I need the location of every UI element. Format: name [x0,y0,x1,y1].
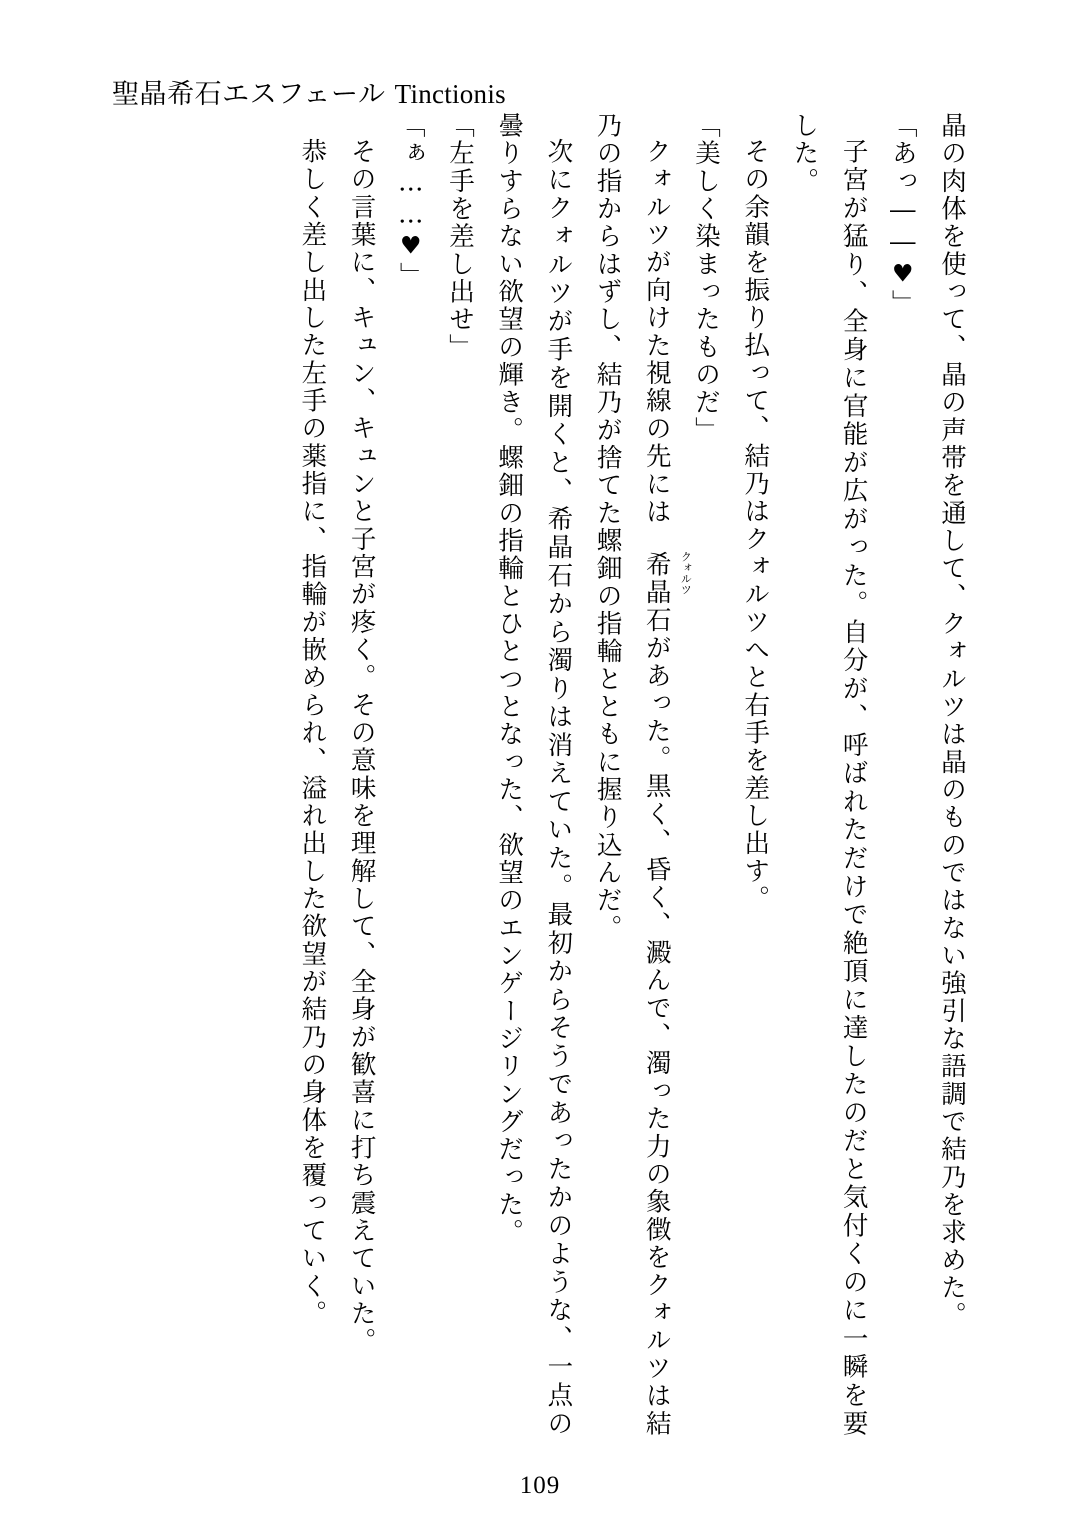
paragraph: 「あっ――♥」 [887,112,918,318]
body-text [146,112,976,1437]
paragraph: 「左手を差し出せ」 [444,112,475,362]
page-number: 109 [519,1472,561,1499]
paragraph: 子宮が猛り、全身に官能が広がった。自分が、呼ばれただけで絶頂に達したのだと気付くのに一瞬を要した。 [789,112,869,1437]
header-title-jp: 聖晶希石エスフェール [112,79,386,110]
running-header [112,72,506,111]
paragraph: 次にクォルツが手を開くと、希晶石から濁りは消えていた。最初からそうであったかのような、一点の曇りすらない欲望の輝き。螺鈿の指輪とひとつとなった、欲望のエンゲージリングだった。 [494,112,574,1437]
paragraph: その余韻を振り払って、結乃はクォルツへと右手を差し出す。 [740,137,771,913]
ruby-base: 希晶石 クォルツ [632,525,681,634]
ruby-reading: クォルツ [679,550,693,595]
paragraph: クォルツが向けた視線の先には希晶石 クォルツ があった。黒く、昏く、澱んで、濁った力の象徴をクォルツは結乃の指からはずし、結乃が捨てた螺鈿の指輪とともに握り込んだ。 [592,112,693,1437]
paragraph: 恭しく差し出した左手の薬指に、指輪が嵌められ、溢れ出した欲望が結乃の身体を覆っていく。 [297,137,328,1328]
paragraph: その言葉に、キュン、キュンと子宮が疼く。その意味を理解して、全身が歓喜に打ち震えていた。 [346,137,377,1355]
paragraph: 「ぁ……♥」 [395,112,426,290]
heart-icon: ♥ [888,259,917,290]
header-title-latin: Tinctionis [394,79,506,109]
heart-icon: ♥ [396,231,425,262]
paragraph: 「美しく染まったものだ」 [690,112,721,445]
paragraph: 晶の肉体を使って、晶の声帯を通して、クォルツは晶のものではない強引な語調で結乃を求めた。 [937,112,967,1330]
